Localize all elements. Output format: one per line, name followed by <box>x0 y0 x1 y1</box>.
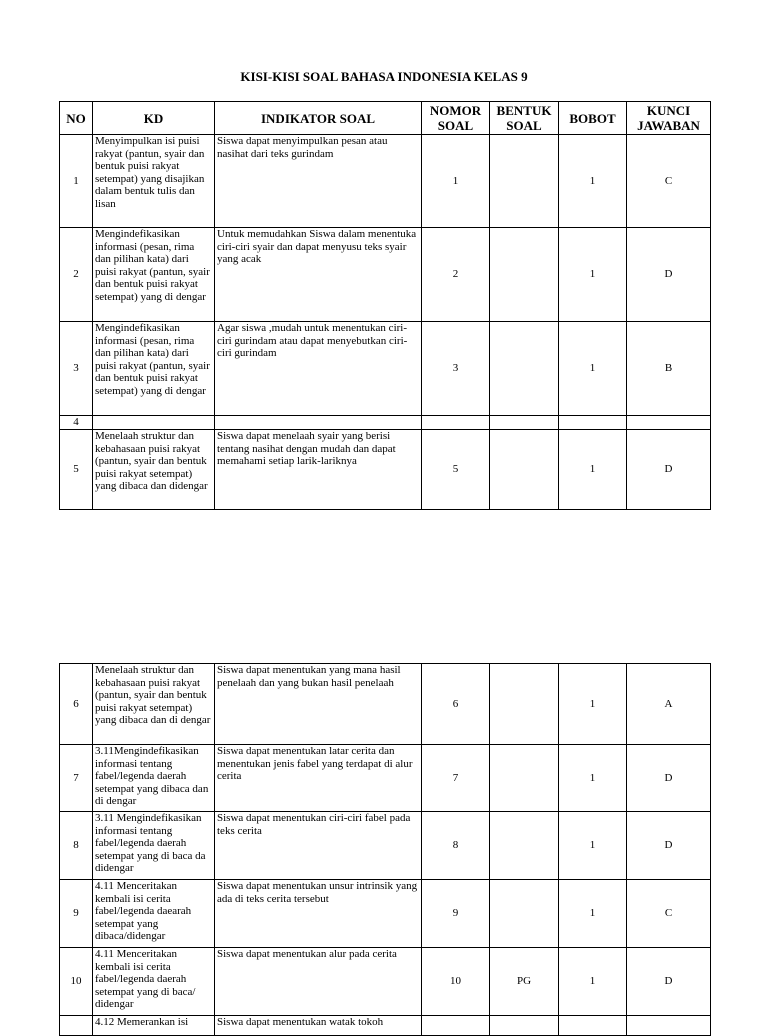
cell-kd <box>93 416 215 430</box>
table-row <box>60 322 711 416</box>
cell-no: 9 <box>60 880 93 948</box>
cell-bobot: 1 <box>559 745 627 812</box>
cell-kd: 4.11 Menceritakan kembali isi cerita fabel/legenda daearah setempat yang dibaca/didengar <box>93 880 215 948</box>
kisi-kisi-table-2 <box>59 663 711 1036</box>
header-kunci-jawaban: KUNCI JAWABAN <box>627 102 711 135</box>
table-row <box>60 1016 711 1036</box>
cell-kunci-jawaban: D <box>627 812 711 880</box>
cell-kd: Menyimpulkan isi puisi rakyat (pantun, syair dan bentuk puisi rakyat setempat) yang disajikan dalam bentuk tulis dan lisan <box>93 135 215 228</box>
cell-indikator: Siswa dapat menentukan latar cerita dan menentukan jenis fabel yang terdapat di alur cerita <box>215 745 422 812</box>
cell-no: 3 <box>60 322 93 416</box>
cell-bobot: 1 <box>559 430 627 510</box>
header-row <box>60 102 711 135</box>
cell-bentuk-soal <box>490 322 559 416</box>
cell-indikator <box>215 416 422 430</box>
cell-bentuk-soal: PG <box>490 948 559 1016</box>
cell-kunci-jawaban: D <box>627 948 711 1016</box>
cell-nomor-soal: 3 <box>422 322 490 416</box>
header-bentuk-soal: BENTUK SOAL <box>490 102 559 135</box>
cell-kunci-jawaban <box>627 1016 711 1036</box>
cell-kd: Mengindefikasikan informasi (pesan, rima dan pilihan kata) dari puisi rakyat (pantun, syair dan bentuk puisi rakyat setempat) yang di dengar <box>93 228 215 322</box>
cell-bobot: 1 <box>559 948 627 1016</box>
cell-no: 6 <box>60 664 93 745</box>
cell-nomor-soal: 8 <box>422 812 490 880</box>
cell-bobot: 1 <box>559 228 627 322</box>
header-bobot: BOBOT <box>559 102 627 135</box>
cell-kunci-jawaban: D <box>627 228 711 322</box>
cell-indikator: Siswa dapat menentukan unsur intrinsik yang ada di teks cerita tersebut <box>215 880 422 948</box>
header-no: NO <box>60 102 93 135</box>
cell-bentuk-soal <box>490 1016 559 1036</box>
cell-indikator: Siswa dapat menentukan alur pada cerita <box>215 948 422 1016</box>
header-nomor-soal: NOMOR SOAL <box>422 102 490 135</box>
cell-kunci-jawaban: C <box>627 135 711 228</box>
cell-kunci-jawaban: C <box>627 880 711 948</box>
cell-kd: 3.11Mengindefikasikan informasi tentang fabel/legenda daerah setempat yang dibaca dan di dengar <box>93 745 215 812</box>
cell-bentuk-soal <box>490 416 559 430</box>
cell-bobot: 1 <box>559 664 627 745</box>
cell-kunci-jawaban: D <box>627 430 711 510</box>
cell-bentuk-soal <box>490 664 559 745</box>
cell-bentuk-soal <box>490 430 559 510</box>
cell-indikator: Agar siswa ,mudah untuk menentukan ciri-ciri gurindam atau dapat menyebutkan ciri-ciri gurindam <box>215 322 422 416</box>
cell-bobot: 1 <box>559 135 627 228</box>
cell-no: 5 <box>60 430 93 510</box>
cell-bentuk-soal <box>490 812 559 880</box>
cell-kd: Menelaah struktur dan kebahasaan puisi rakyat (pantun, syair dan bentuk puisi rakyat setempat) yang dibaca dan di dengar <box>93 664 215 745</box>
cell-indikator: Siswa dapat menelaah syair yang berisi tentang nasihat dengan mudah dan dapat memahami setiap larik-lariknya <box>215 430 422 510</box>
cell-nomor-soal: 1 <box>422 135 490 228</box>
table-row <box>60 812 711 880</box>
table-row <box>60 664 711 745</box>
page-title: KISI-KISI SOAL BAHASA INDONESIA KELAS 9 <box>240 69 528 84</box>
cell-bentuk-soal <box>490 135 559 228</box>
cell-bobot: 1 <box>559 880 627 948</box>
cell-bobot: 1 <box>559 812 627 880</box>
table-row <box>60 880 711 948</box>
cell-indikator: Untuk memudahkan Siswa dalam menentuka ciri-ciri syair dan dapat menyusu teks syair yang acak <box>215 228 422 322</box>
cell-bentuk-soal <box>490 228 559 322</box>
cell-indikator: Siswa dapat menentukan yang mana hasil penelaah dan yang bukan hasil penelaah <box>215 664 422 745</box>
cell-no <box>60 1016 93 1036</box>
cell-indikator: Siswa dapat menentukan ciri-ciri fabel pada teks cerita <box>215 812 422 880</box>
cell-kd: Menelaah struktur dan kebahasaan puisi rakyat (pantun, syair dan bentuk puisi rakyat setempat) yang dibaca dan didengar <box>93 430 215 510</box>
cell-kunci-jawaban <box>627 416 711 430</box>
kisi-kisi-table-1 <box>59 101 711 510</box>
cell-nomor-soal: 2 <box>422 228 490 322</box>
table-row <box>60 228 711 322</box>
cell-bobot <box>559 416 627 430</box>
cell-kunci-jawaban: D <box>627 745 711 812</box>
cell-nomor-soal <box>422 1016 490 1036</box>
cell-kd: Mengindefikasikan informasi (pesan, rima dan pilihan kata) dari puisi rakyat (pantun, syair dan bentuk puisi rakyat setempat) yang di dengar <box>93 322 215 416</box>
table-row <box>60 745 711 812</box>
table-row <box>60 430 711 510</box>
cell-nomor-soal: 10 <box>422 948 490 1016</box>
cell-bentuk-soal <box>490 745 559 812</box>
cell-nomor-soal: 9 <box>422 880 490 948</box>
header-kd: KD <box>93 102 215 135</box>
cell-kunci-jawaban: A <box>627 664 711 745</box>
cell-kd: 4.11 Menceritakan kembali isi cerita fabel/legenda daerah setempat yang di baca/ didengar <box>93 948 215 1016</box>
cell-kunci-jawaban: B <box>627 322 711 416</box>
cell-indikator: Siswa dapat menentukan watak tokoh <box>215 1016 422 1036</box>
cell-no: 8 <box>60 812 93 880</box>
cell-no: 10 <box>60 948 93 1016</box>
cell-no: 1 <box>60 135 93 228</box>
cell-nomor-soal <box>422 416 490 430</box>
cell-nomor-soal: 7 <box>422 745 490 812</box>
table-row <box>60 416 711 430</box>
table-row <box>60 948 711 1016</box>
cell-bobot <box>559 1016 627 1036</box>
cell-no: 2 <box>60 228 93 322</box>
cell-kd: 4.12 Memerankan isi <box>93 1016 215 1036</box>
cell-nomor-soal: 5 <box>422 430 490 510</box>
header-indikator: INDIKATOR SOAL <box>215 102 422 135</box>
cell-bobot: 1 <box>559 322 627 416</box>
cell-no: 4 <box>60 416 93 430</box>
cell-kd: 3.11 Mengindefikasikan informasi tentang fabel/legenda daerah setempat yang di baca da didengar <box>93 812 215 880</box>
cell-no: 7 <box>60 745 93 812</box>
cell-bentuk-soal <box>490 880 559 948</box>
table-row <box>60 135 711 228</box>
cell-indikator: Siswa dapat menyimpulkan pesan atau nasihat dari teks gurindam <box>215 135 422 228</box>
cell-nomor-soal: 6 <box>422 664 490 745</box>
